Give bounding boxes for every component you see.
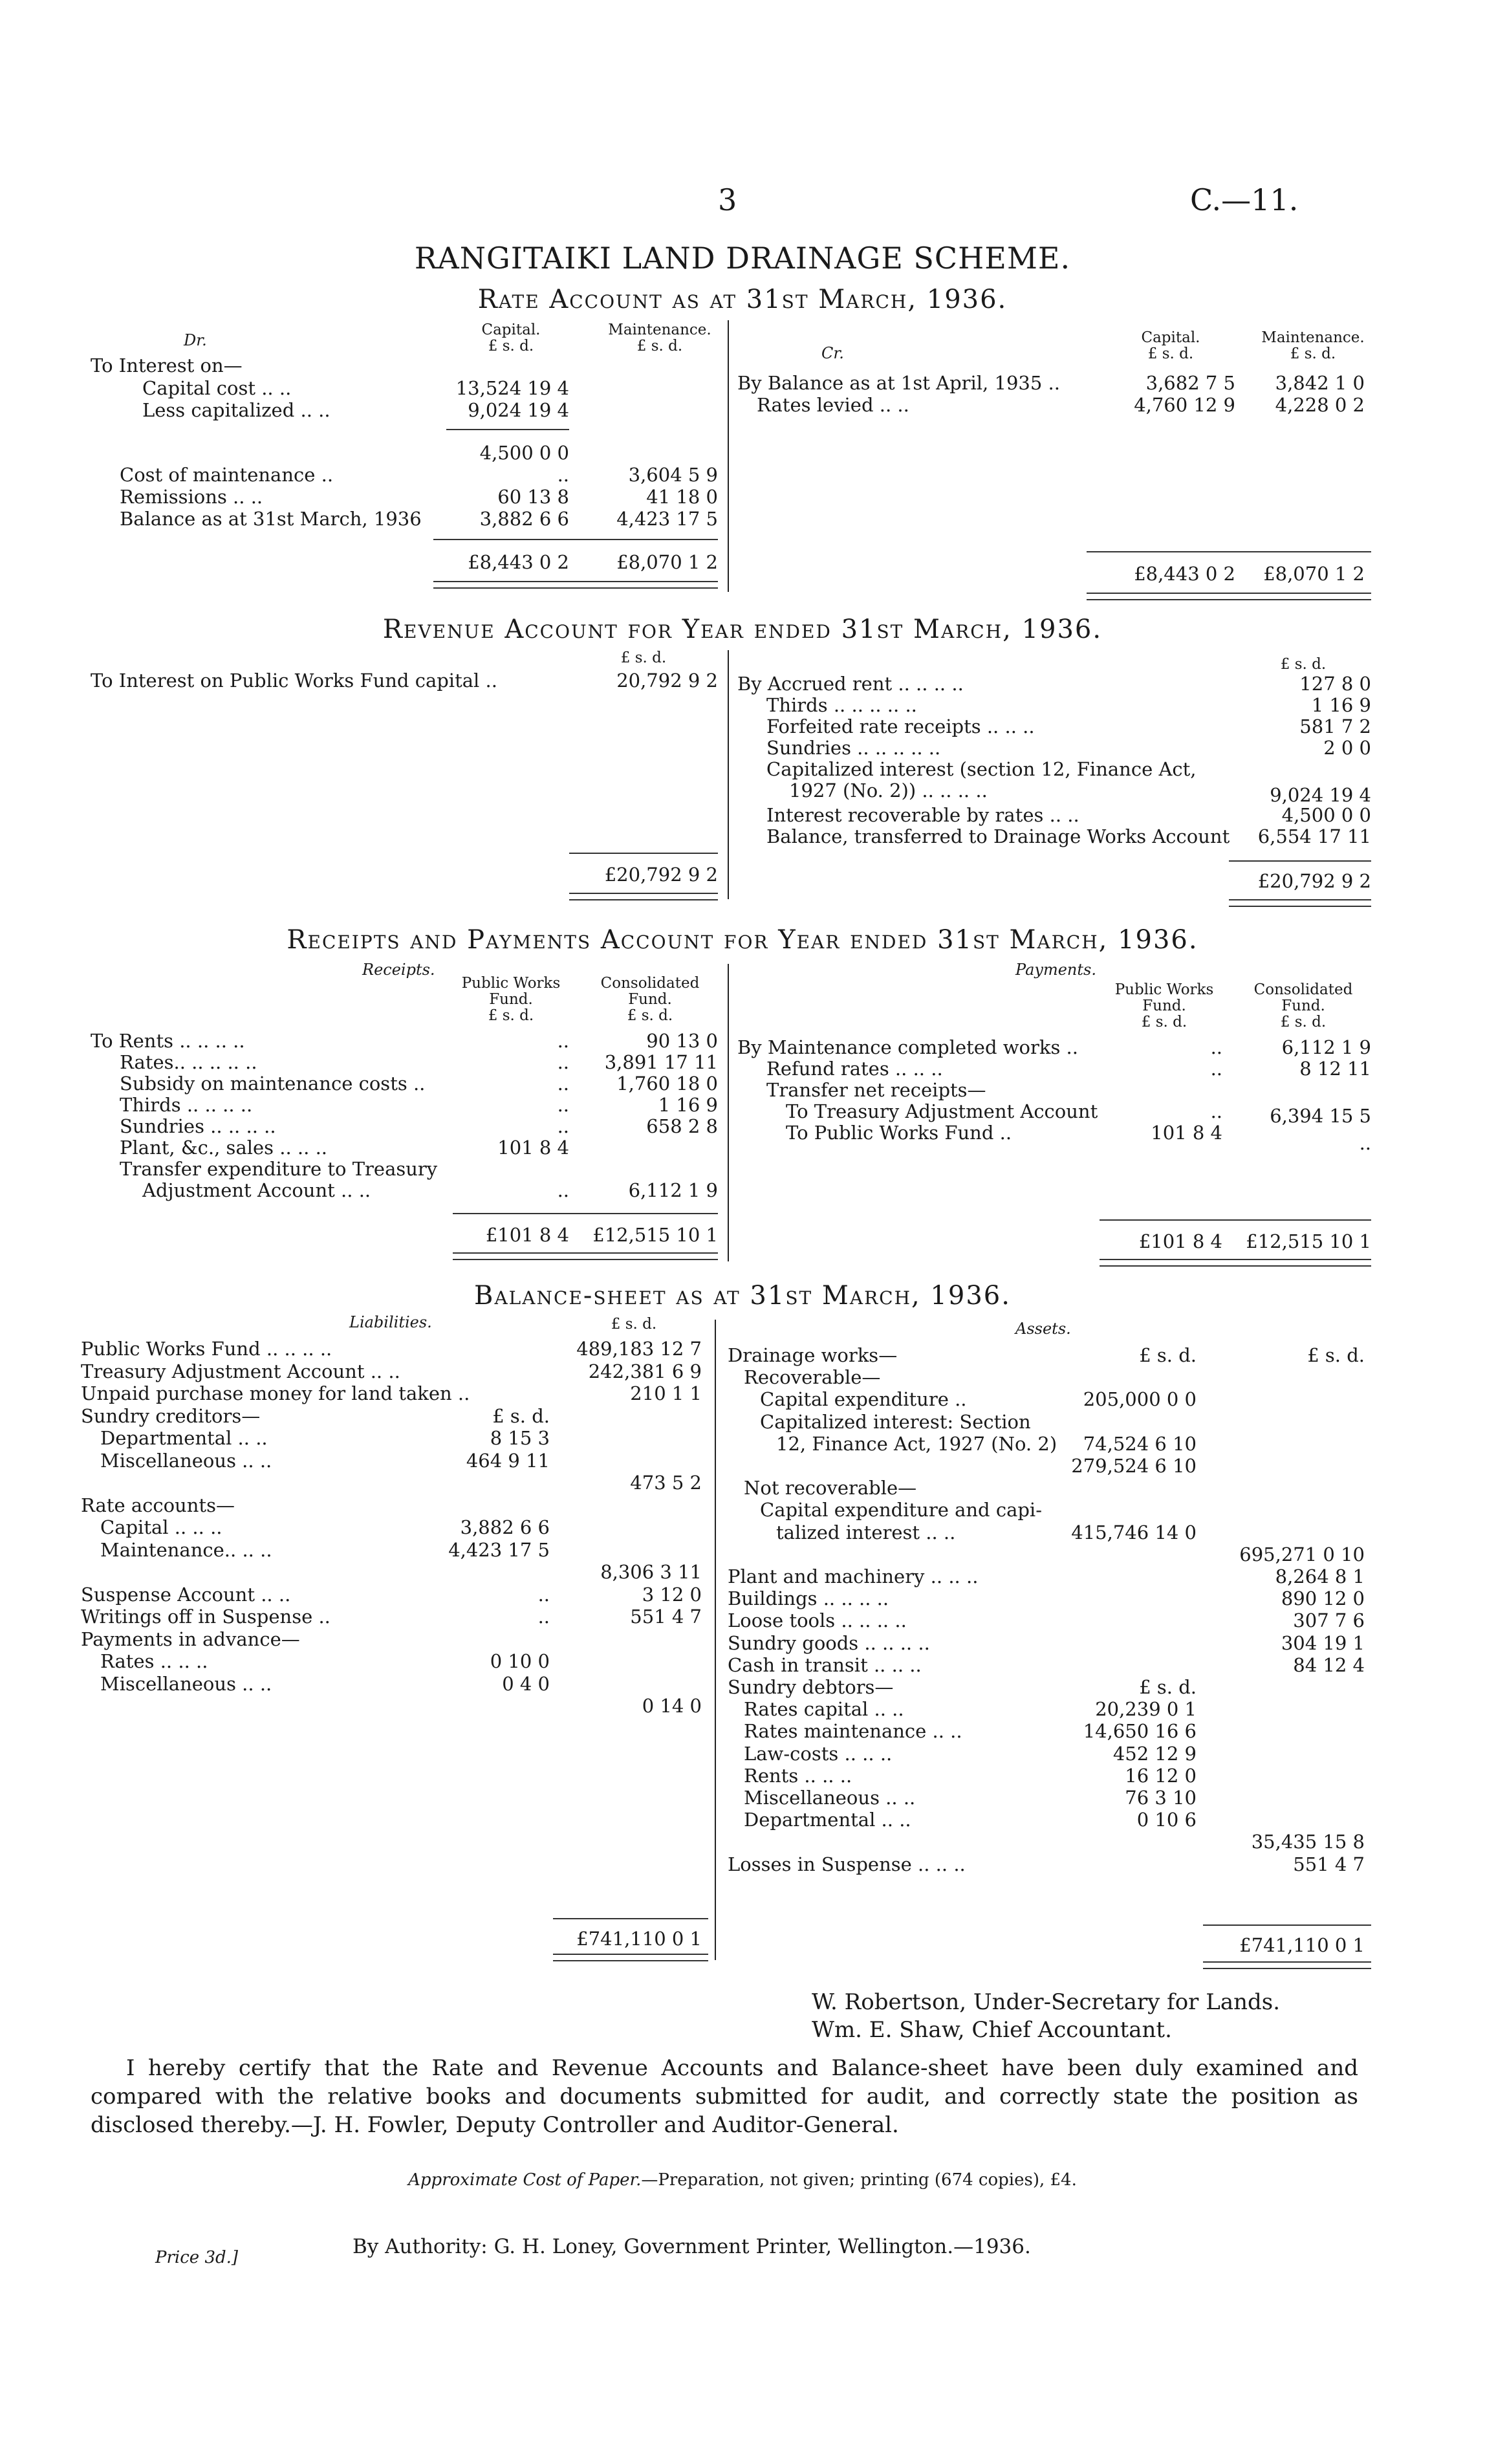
- asset-row-inner: £ s. d.: [1139, 1676, 1197, 1698]
- rp-left-row-cf: 1 16 9: [658, 1094, 718, 1116]
- asset-row-inner: 452 12 9: [1112, 1742, 1197, 1765]
- revenue-left-total: £20,792 9 2: [604, 864, 718, 886]
- rate-left-row-capital: 3,882 6 6: [479, 508, 569, 530]
- rate-right-total-double-rule: [1087, 593, 1371, 600]
- printer-imprint: By Authority: G. H. Loney, Government Printer, Wellington.—1936.: [352, 2235, 1031, 2258]
- liab-row-inner: 464 9 11: [466, 1449, 550, 1472]
- rp-right-row-label: By Maintenance completed works ..: [737, 1036, 1078, 1058]
- liab-row-value: 551 4 7: [630, 1606, 702, 1628]
- rate-right-total-maint: £8,070 1 2: [1263, 563, 1365, 585]
- rp-left-row-cf: 3,891 17 11: [604, 1051, 718, 1073]
- revenue-right-total-rule: [1229, 860, 1371, 862]
- rp-left-row-label: Transfer expenditure to Treasury: [120, 1158, 438, 1180]
- asset-row-inner: 76 3 10: [1125, 1787, 1197, 1809]
- asset-row-label: Rates capital .. ..: [744, 1698, 904, 1721]
- rp-left-row-label: To Rents .. .. .. ..: [91, 1030, 245, 1052]
- rate-left-total-capital: £8,443 0 2: [468, 551, 569, 573]
- rp-left-row-pwf: ..: [557, 1094, 569, 1116]
- rate-right-row-maint: 3,842 1 0: [1275, 372, 1365, 394]
- rate-left-row-label: To Interest on—: [91, 354, 243, 376]
- revenue-right-row-label: 1927 (No. 2)) .. .. .. ..: [789, 780, 988, 801]
- rate-right-row-label: By Balance as at 1st April, 1935 ..: [737, 372, 1060, 394]
- asset-row-label: Recoverable—: [744, 1366, 881, 1389]
- signature-shaw: Wm. E. Shaw, Chief Accountant.: [812, 2017, 1172, 2043]
- liab-row-inner: 0 10 0: [490, 1650, 550, 1672]
- revenue-right-total-double-rule: [1229, 899, 1371, 907]
- revenue-divider: [728, 650, 729, 899]
- rp-right-row-pwf: ..: [1210, 1058, 1222, 1080]
- liab-row-value: 3 12 0: [642, 1583, 702, 1606]
- rp-left-row-cf: 6,112 1 9: [628, 1179, 718, 1201]
- rate-left-subtotal-rule: [446, 429, 569, 430]
- balance-sheet-title: Balance-sheet as at 31st March, 1936.: [474, 1281, 1011, 1311]
- asset-row-inner: 74,524 6 10: [1083, 1432, 1197, 1455]
- asset-row-label: Loose tools .. .. .. ..: [728, 1609, 907, 1632]
- rp-right-row-label: Refund rates .. .. ..: [766, 1058, 943, 1080]
- liab-row-label: Capital .. .. ..: [100, 1516, 222, 1538]
- balance-divider: [715, 1320, 716, 1960]
- asset-row-label: Losses in Suspense .. .. ..: [728, 1853, 966, 1875]
- asset-row-inner: 205,000 0 0: [1083, 1388, 1197, 1411]
- asset-row-label: Sundry goods .. .. .. ..: [728, 1631, 930, 1654]
- liab-row-label: Departmental .. ..: [100, 1427, 268, 1449]
- asset-row-value: 8,264 8 1: [1275, 1565, 1365, 1587]
- rate-left-row-capital: ..: [557, 464, 569, 486]
- rp-left-row-label: Adjustment Account .. ..: [142, 1179, 371, 1201]
- asset-total-double-rule: [1203, 1961, 1371, 1969]
- asset-row-value: 551 4 7: [1293, 1853, 1365, 1875]
- rp-right-total-cf: £12,515 10 1: [1246, 1230, 1371, 1252]
- rate-left-row-capital: 9,024 19 4: [468, 399, 569, 421]
- assets-label: Assets.: [1015, 1320, 1071, 1338]
- rp-right-row-cf: 6,112 1 9: [1281, 1036, 1371, 1058]
- asset-row-label: Capital expenditure and capi-: [760, 1499, 1043, 1521]
- asset-row-value: £ s. d.: [1307, 1344, 1365, 1366]
- asset-row-inner: 279,524 6 10: [1071, 1455, 1197, 1477]
- audit-certificate: I hereby certify that the Rate and Revenue Accounts and Balance-sheet have been duly examined and compared with the relative books and documents submitted for audit, and correctly state the position as disclosed thereby.—J. H. Fowler, Deputy Controller and Auditor-General.: [91, 2055, 1358, 2138]
- asset-row-inner: 20,239 0 1: [1095, 1698, 1197, 1721]
- asset-row-value: 890 12 0: [1281, 1587, 1365, 1610]
- revenue-left-lsd-header: £ s. d.: [620, 649, 667, 666]
- rate-left-total-rule: [433, 539, 718, 540]
- rp-left-row-pwf: ..: [557, 1030, 569, 1052]
- rp-right-row-label: To Treasury Adjustment Account: [786, 1100, 1098, 1122]
- rp-left-row-pwf: ..: [557, 1051, 569, 1073]
- asset-row-label: Law-costs .. .. ..: [744, 1742, 893, 1765]
- rate-left-row-capital: 60 13 8: [497, 486, 569, 508]
- rp-right-row-pwf: 101 8 4: [1151, 1122, 1222, 1144]
- revenue-left-total-rule: [569, 853, 718, 854]
- asset-row-inner: 14,650 16 6: [1083, 1720, 1197, 1743]
- rp-right-row-pwf: ..: [1210, 1036, 1222, 1058]
- payments-label: Payments.: [1015, 961, 1096, 979]
- rate-right-maint-header: Maintenance. £ s. d.: [1261, 329, 1365, 362]
- liab-row-inner: 8 15 3: [490, 1427, 550, 1449]
- revenue-right-row-label: Sundries .. .. .. .. ..: [766, 737, 941, 759]
- rp-right-row-label: To Public Works Fund ..: [786, 1122, 1012, 1144]
- rp-divider: [728, 964, 729, 1261]
- scheme-title: RANGITAIKI LAND DRAINAGE SCHEME.: [414, 241, 1071, 276]
- liab-lsd-header: £ s. d.: [611, 1316, 657, 1333]
- asset-row-inner: 16 12 0: [1125, 1764, 1197, 1787]
- rate-right-total-rule: [1087, 551, 1371, 552]
- rp-left-cf-header: Consolidated Fund. £ s. d.: [600, 975, 700, 1024]
- revenue-right-row-label: Capitalized interest (section 12, Finance Act,: [766, 758, 1197, 780]
- rp-left-total-rule: [453, 1213, 718, 1214]
- rp-left-row-label: Thirds .. .. .. ..: [120, 1094, 253, 1116]
- rate-divider: [728, 320, 729, 592]
- rate-right-row-label: Rates levied .. ..: [757, 394, 909, 416]
- asset-total-rule: [1203, 1924, 1371, 1926]
- revenue-right-row-value: 9,024 19 4: [1270, 784, 1371, 806]
- revenue-right-row-label: Thirds .. .. .. .. ..: [766, 694, 917, 716]
- liab-row-inner: £ s. d.: [492, 1404, 550, 1427]
- liab-row-label: Public Works Fund .. .. .. ..: [81, 1338, 332, 1360]
- asset-row-label: Plant and machinery .. .. ..: [728, 1565, 979, 1587]
- asset-row-label: Capital expenditure ..: [760, 1388, 967, 1411]
- cost-note-label: Approximate Cost of Paper.: [408, 2170, 642, 2190]
- cost-note-text: —Preparation, not given; printing (674 copies), £4.: [641, 2170, 1077, 2190]
- rp-left-row-pwf: 101 8 4: [497, 1137, 569, 1159]
- rate-left-row-label: Balance as at 31st March, 1936: [120, 508, 422, 530]
- rp-right-pwf-header: Public Works Fund. £ s. d.: [1114, 981, 1214, 1030]
- asset-row-value: 695,271 0 10: [1239, 1543, 1365, 1565]
- rate-left-row-label: Less capitalized .. ..: [142, 399, 331, 421]
- rate-left-row-label: Capital cost .. ..: [142, 377, 292, 399]
- rate-left-row-capital: 4,500 0 0: [479, 442, 569, 464]
- asset-row-label: Rates maintenance .. ..: [744, 1720, 962, 1743]
- rp-right-cf-header: Consolidated Fund. £ s. d.: [1253, 981, 1353, 1030]
- asset-row-label: Not recoverable—: [744, 1477, 917, 1499]
- rp-left-total-cf: £12,515 10 1: [592, 1224, 718, 1246]
- rp-right-total-pwf: £101 8 4: [1138, 1230, 1222, 1252]
- revenue-right-row-value: 127 8 0: [1299, 673, 1371, 695]
- liab-row-label: Maintenance.. .. ..: [100, 1538, 272, 1561]
- revenue-right-row-value: 2 0 0: [1323, 737, 1371, 759]
- asset-row-label: Sundry debtors—: [728, 1676, 894, 1698]
- liab-row-label: Miscellaneous .. ..: [100, 1449, 272, 1472]
- liab-row-label: Miscellaneous .. ..: [100, 1672, 272, 1695]
- revenue-right-total: £20,792 9 2: [1257, 870, 1371, 892]
- rate-left-row-label: Remissions .. ..: [120, 486, 263, 508]
- liab-row-value: 242,381 6 9: [588, 1360, 702, 1382]
- revenue-right-row-value: 6,554 17 11: [1257, 825, 1371, 847]
- rate-left-row-maint: 4,423 17 5: [616, 508, 718, 530]
- asset-row-label: Rents .. .. ..: [744, 1764, 852, 1787]
- revenue-right-row-value: 1 16 9: [1311, 694, 1371, 716]
- rp-left-row-label: Subsidy on maintenance costs ..: [120, 1073, 426, 1095]
- rate-dr-label: Dr.: [184, 331, 207, 349]
- liab-total-rule: [553, 1918, 708, 1919]
- rate-left-row-label: Cost of maintenance ..: [120, 464, 334, 486]
- rp-left-row-pwf: ..: [557, 1115, 569, 1137]
- liab-row-value: 8,306 3 11: [600, 1561, 702, 1583]
- asset-row-inner: 0 10 6: [1136, 1809, 1197, 1831]
- revenue-account-title: Revenue Account for Year ended 31st March, 1936.: [382, 615, 1103, 644]
- rp-left-row-pwf: ..: [557, 1179, 569, 1201]
- asset-row-inner: £ s. d.: [1139, 1344, 1197, 1366]
- rate-left-capital-header: Capital. £ s. d.: [481, 322, 541, 354]
- document-reference: C.—11.: [1190, 182, 1299, 217]
- liab-row-value: 210 1 1: [630, 1382, 702, 1404]
- liab-row-label: Suspense Account .. ..: [81, 1583, 291, 1606]
- asset-row-label: 12, Finance Act, 1927 (No. 2): [776, 1432, 1057, 1455]
- rate-right-row-capital: 3,682 7 5: [1145, 372, 1235, 394]
- liab-row-label: Rate accounts—: [81, 1494, 235, 1516]
- asset-row-value: 84 12 4: [1293, 1653, 1365, 1676]
- asset-row-label: Cash in transit .. .. ..: [728, 1653, 922, 1676]
- rp-left-row-cf: 658 2 8: [646, 1115, 718, 1137]
- asset-row-label: Buildings .. .. .. ..: [728, 1587, 889, 1610]
- liabilities-label: Liabilities.: [349, 1313, 432, 1331]
- asset-row-label: talized interest .. ..: [776, 1521, 956, 1543]
- asset-row-label: Departmental .. ..: [744, 1809, 911, 1831]
- signature-robertson: W. Robertson, Under-Secretary for Lands.: [812, 1989, 1281, 2015]
- asset-row-label: Capitalized interest: Section: [760, 1410, 1031, 1433]
- liab-row-label: Unpaid purchase money for land taken ..: [81, 1382, 470, 1404]
- rp-left-row-cf: 1,760 18 0: [616, 1073, 718, 1095]
- revenue-left-total-double-rule: [569, 893, 718, 900]
- receipts-payments-title: Receipts and Payments Account for Year ended 31st March, 1936.: [287, 925, 1198, 955]
- rp-left-row-pwf: ..: [557, 1073, 569, 1095]
- revenue-right-row-label: By Accrued rent .. .. .. ..: [737, 673, 964, 695]
- asset-row-label: Drainage works—: [728, 1344, 898, 1366]
- rate-left-row-maint: 3,604 5 9: [628, 464, 718, 486]
- rp-left-total-pwf: £101 8 4: [485, 1224, 569, 1246]
- rate-right-total-capital: £8,443 0 2: [1134, 563, 1235, 585]
- liab-total: £741,110 0 1: [576, 1928, 702, 1950]
- liab-row-inner: 4,423 17 5: [448, 1538, 550, 1561]
- rp-right-row-cf: ..: [1359, 1132, 1371, 1154]
- rate-right-row-capital: 4,760 12 9: [1134, 394, 1235, 416]
- rp-left-row-cf: 90 13 0: [646, 1030, 718, 1052]
- liab-row-label: Sundry creditors—: [81, 1404, 261, 1427]
- rate-account-title: Rate Account as at 31st March, 1936.: [477, 285, 1008, 314]
- rp-right-row-cf: 6,394 15 5: [1270, 1105, 1371, 1127]
- asset-row-inner: 415,746 14 0: [1071, 1521, 1197, 1543]
- rate-left-row-capital: 13,524 19 4: [455, 377, 569, 399]
- liab-row-value: 0 14 0: [642, 1695, 702, 1717]
- rate-left-total-maint: £8,070 1 2: [616, 551, 718, 573]
- revenue-right-lsd-header: £ s. d.: [1280, 656, 1327, 673]
- rp-right-total-rule: [1100, 1219, 1371, 1221]
- rate-left-row-maint: 41 18 0: [646, 486, 718, 508]
- asset-row-value: 304 19 1: [1281, 1631, 1365, 1654]
- receipts-label: Receipts.: [362, 961, 435, 979]
- rp-left-row-label: Plant, &c., sales .. .. ..: [120, 1137, 328, 1159]
- rate-left-total-double-rule: [433, 581, 718, 589]
- asset-row-value: 35,435 15 8: [1251, 1831, 1365, 1853]
- rp-left-row-label: Sundries .. .. .. ..: [120, 1115, 276, 1137]
- liab-row-label: Payments in advance—: [81, 1628, 300, 1650]
- rp-left-total-double-rule: [453, 1252, 718, 1260]
- liab-row-value: 489,183 12 7: [576, 1338, 702, 1360]
- revenue-right-row-value: 4,500 0 0: [1281, 804, 1371, 826]
- asset-row-value: 307 7 6: [1293, 1609, 1365, 1632]
- revenue-left-value: 20,792 9 2: [616, 670, 718, 692]
- rp-right-total-double-rule: [1100, 1259, 1371, 1267]
- liab-row-inner: ..: [537, 1583, 550, 1606]
- liab-row-value: 473 5 2: [630, 1472, 702, 1494]
- asset-total: £741,110 0 1: [1239, 1934, 1365, 1956]
- revenue-left-label: To Interest on Public Works Fund capital ..: [91, 670, 497, 692]
- liab-row-label: Treasury Adjustment Account .. ..: [81, 1360, 400, 1382]
- rp-right-row-cf: 8 12 11: [1299, 1058, 1371, 1080]
- liab-row-inner: ..: [537, 1606, 550, 1628]
- liab-row-inner: 0 4 0: [502, 1672, 550, 1695]
- cost-note: [0, 2170, 1485, 2190]
- revenue-right-row-label: Forfeited rate receipts .. .. ..: [766, 715, 1035, 737]
- revenue-right-row-label: Balance, transferred to Drainage Works Account: [766, 825, 1230, 847]
- asset-row-label: Miscellaneous .. ..: [744, 1787, 916, 1809]
- rp-left-pwf-header: Public Works Fund. £ s. d.: [461, 975, 561, 1024]
- price: Price 3d.]: [155, 2248, 239, 2267]
- revenue-right-row-value: 581 7 2: [1299, 715, 1371, 737]
- rate-left-maint-header: Maintenance. £ s. d.: [608, 322, 711, 354]
- liab-row-inner: 3,882 6 6: [460, 1516, 550, 1538]
- liab-row-label: Writings off in Suspense ..: [81, 1606, 331, 1628]
- rate-cr-label: Cr.: [821, 344, 844, 362]
- page-number: 3: [718, 182, 737, 217]
- rp-right-row-label: Transfer net receipts—: [766, 1079, 986, 1101]
- revenue-right-row-label: Interest recoverable by rates .. ..: [766, 804, 1079, 826]
- liab-total-double-rule: [553, 1954, 708, 1961]
- liab-row-label: Rates .. .. ..: [100, 1650, 208, 1672]
- rate-right-row-maint: 4,228 0 2: [1275, 394, 1365, 416]
- rate-right-capital-header: Capital. £ s. d.: [1141, 329, 1200, 362]
- rp-right-row-pwf: ..: [1210, 1100, 1222, 1122]
- rp-left-row-label: Rates.. .. .. .. ..: [120, 1051, 257, 1073]
